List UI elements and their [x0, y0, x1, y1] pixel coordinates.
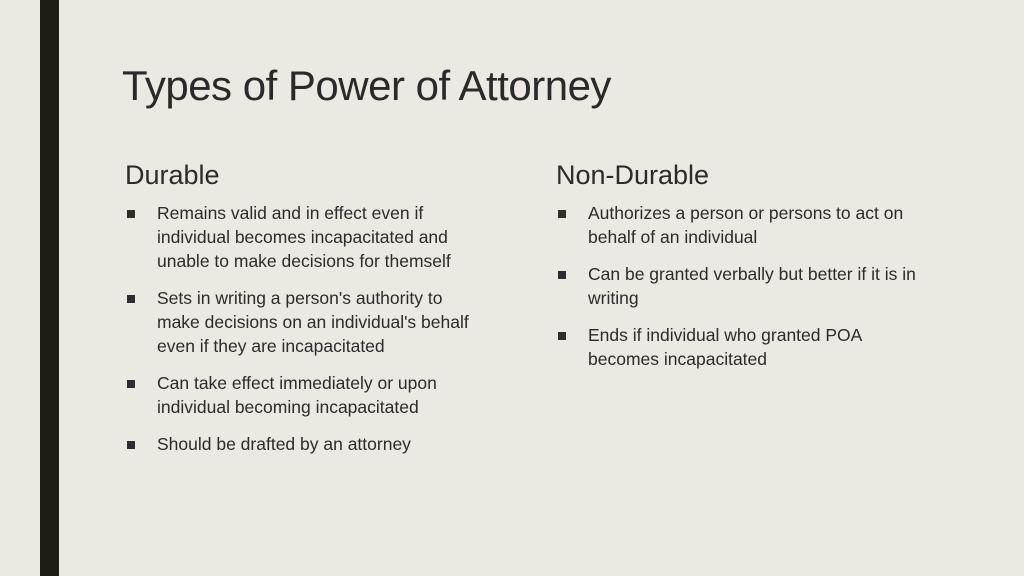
- durable-column: [125, 156, 505, 469]
- bullet-text: Should be drafted by an attorney: [157, 434, 411, 454]
- bullet-text: Sets in writing a person's authority to make decisions on an individual's behalf even if they are incapacitated: [157, 288, 469, 356]
- list-item: [125, 201, 505, 273]
- bullet-text: Authorizes a person or persons to act on behalf of an individual: [588, 203, 904, 247]
- list-item: [556, 201, 936, 249]
- list-item: [125, 371, 505, 419]
- durable-heading: Durable: [125, 160, 220, 190]
- square-bullet-icon: [127, 295, 135, 303]
- square-bullet-icon: [558, 210, 566, 218]
- durable-bullet-list: [125, 201, 505, 456]
- list-item: [556, 262, 936, 310]
- square-bullet-icon: [558, 271, 566, 279]
- square-bullet-icon: [127, 380, 135, 388]
- non-durable-bullet-list: [556, 201, 936, 371]
- bullet-text: Can take effect immediately or upon individual becoming incapacitated: [157, 373, 437, 417]
- non-durable-column: [556, 156, 936, 384]
- list-item: [556, 323, 936, 371]
- square-bullet-icon: [127, 441, 135, 449]
- list-item: [125, 432, 505, 456]
- bullet-text: Remains valid and in effect even if individual becomes incapacitated and unable to make decisions for themself: [157, 203, 451, 271]
- square-bullet-icon: [558, 332, 566, 340]
- list-item: [125, 286, 505, 358]
- slide-title: Types of Power of Attorney: [122, 62, 611, 109]
- square-bullet-icon: [127, 210, 135, 218]
- bullet-text: Ends if individual who granted POA becomes incapacitated: [588, 325, 862, 369]
- accent-bar: [40, 0, 59, 576]
- bullet-text: Can be granted verbally but better if it is in writing: [588, 264, 916, 308]
- non-durable-heading: Non-Durable: [556, 160, 710, 190]
